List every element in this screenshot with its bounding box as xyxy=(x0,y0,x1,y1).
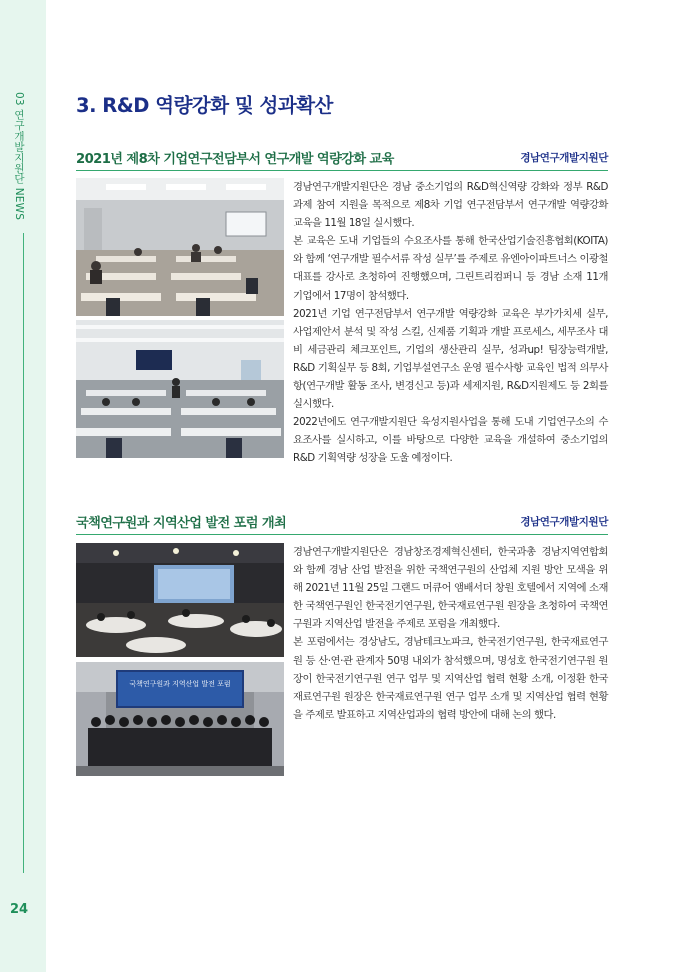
section-1-paragraph: 2021년 기업 연구전담부서 연구개발 역량강화 교육은 부가가치세 실무, 사업제안서 분석 및 작성 스킬, 신제품 기획과 개발 프로세스, 세무조사 대비 세금관리 체크포인트, 기업의 생산관리 실무, 성과up! 팀장능력개발, R&D 기획실무 등 8회, 기업부설연구소 운영 필수사항 교육인 법적 의무사항(연구개발 활동 조사, 변경신고 등)과 세제지원, R&D지원제도 등 2회를 실시했다. xyxy=(293,307,608,411)
section-2-org: 경남연구개발지원단 xyxy=(520,516,608,528)
section-1-header xyxy=(76,148,608,171)
section-1-body xyxy=(293,178,608,468)
page-number: 24 xyxy=(10,902,29,917)
page-title: 3. R&D 역량강화 및 성과확산 xyxy=(76,94,333,117)
section-1-paragraph: 2022년에도 연구개발지원단 육성지원사업을 통해 도내 기업연구소의 수요조사를 실시하고, 이를 바탕으로 다양한 교육을 개설하여 중소기업의 R&D 기획역량 성장을 도울 예정이다. xyxy=(293,416,608,465)
section-1-org: 경남연구개발지원단 xyxy=(520,152,608,164)
section-2-title: 국책연구원과 지역산업 발전 포럼 개최 xyxy=(76,516,287,531)
sidebar-section-label: 03 연구개발지원단 NEWS xyxy=(13,92,25,221)
forum-hall-photo xyxy=(76,543,284,657)
sidebar-divider xyxy=(23,233,24,873)
training-hall-photo xyxy=(76,320,284,458)
group-photo-banner-text: 국책연구원과 지역산업 발전 포럼 xyxy=(129,680,231,688)
classroom-seminar-photo xyxy=(76,178,284,316)
section-2-paragraph: 경남연구개발지원단은 경남창조경제혁신센터, 한국과총 경남지역연합회와 함께 경남 산업 발전을 위한 국책연구원의 산업체 지원 방안 모색을 위해 2021년 11월 25일 그랜드 머큐어 앰배서더 창원 호텔에서 지역에 소재한 국책연구원인 한국전기연구원, 한국재료연구원 원장을 초청하여 국책연구원과 지역산업 발전을 주제로 포럼을 개최했다. xyxy=(293,546,608,631)
section-2-paragraph: 본 포럼에서는 경상남도, 경남테크노파크, 한국전기연구원, 한국재료연구원 등 산·연·관 관계자 50명 내외가 참석했으며, 명성호 한국전기연구원 원장이 한국전기연구원 연구 업무 및 지역산업 협력 현황 소개, 이정환 한국재료연구원 원장은 한국재료연구원 연구 업무 소개 및 지역산업 협력 현황을 주제로 발표하고 지역산업과의 협력 방안에 대해 논의 했다. xyxy=(293,636,608,721)
section-1-title: 2021년 제8차 기업연구전담부서 연구개발 역량강화 교육 xyxy=(76,152,394,167)
section-2-body xyxy=(293,543,608,724)
section-2-header xyxy=(76,512,608,535)
section-1-paragraph: 경남연구개발지원단은 경남 중소기업의 R&D혁신역량 강화와 정부 R&D과제 참여 지원을 목적으로 제8차 기업 연구전담부서 연구개발 역량강화 교육을 11월 18일 실시했다. xyxy=(293,181,608,230)
section-1-paragraph: 본 교육은 도내 기업들의 수요조사를 통해 한국산업기술진흥협회(KOITA)와 함께 ‘연구개발 필수서류 작성 실무’를 주제로 유엔아이파트너스 이광철 대표를 강사로 초청하여 진행했으며, 그린트리컴퍼니 등 경남 소재 11개 기업에서 17명이 참석했다. xyxy=(293,235,608,302)
group-photo xyxy=(76,662,284,776)
